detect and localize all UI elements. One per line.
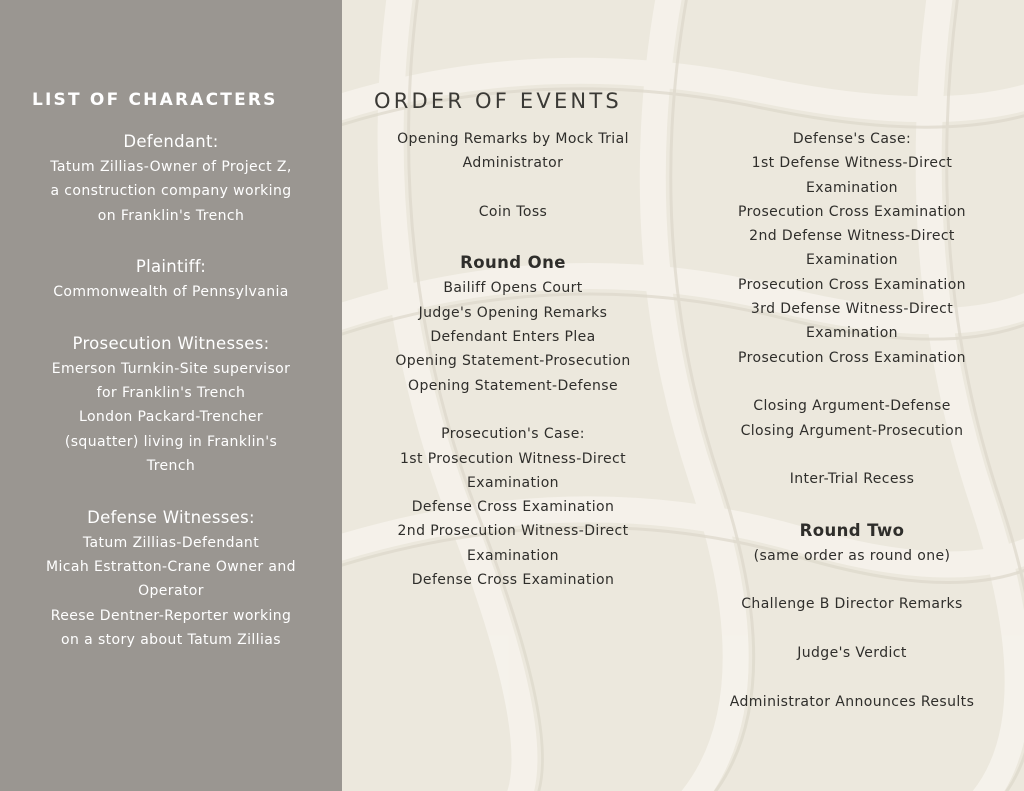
event-item: Inter-Trial Recess [789, 471, 915, 488]
event-item: Defense Cross Examination [411, 572, 615, 589]
character-line: Tatum Zillias-Owner of Project Z, [50, 159, 292, 175]
character-line: for Franklin's Trench [96, 385, 246, 402]
characters-list [22, 129, 320, 679]
event-item: Defense Cross Examination [411, 499, 615, 516]
event-item: Judge's Opening Remarks [418, 304, 608, 321]
character-line: Emerson Turnkin-Site supervisor [51, 360, 291, 377]
character-line: Operator [138, 583, 204, 600]
event-item: Prosecution's Case: [441, 426, 585, 443]
event-item: Examination [806, 252, 898, 269]
character-section [22, 331, 320, 479]
event-item: 3rd Defense Witness-Direct [750, 301, 954, 318]
event-item: Coin Toss [478, 203, 548, 220]
section-heading: Defense Witnesses: [87, 507, 255, 527]
spacer [712, 665, 992, 689]
character-line: Micah Estratton-Crane Owner and [46, 559, 296, 576]
character-line: on Franklin's Trench [97, 207, 245, 224]
event-item: Defense's Case: [792, 131, 912, 147]
event-item: Opening Remarks by Mock Trial [397, 131, 629, 147]
events-column-right [712, 127, 992, 714]
event-item: Bailiff Opens Court [443, 280, 583, 297]
spacer [378, 398, 648, 422]
event-item: Closing Argument-Prosecution [740, 422, 964, 439]
event-item: 2nd Prosecution Witness-Direct [397, 523, 629, 540]
event-item: (same order as round one) [753, 547, 951, 564]
character-line: Reese Dentner-Reporter working [50, 607, 292, 624]
spacer [712, 443, 992, 467]
character-line: Commonwealth of Pennsylvania [53, 284, 289, 301]
event-item: Prosecution Cross Examination [738, 203, 966, 220]
characters-title: LIST OF CHARACTERS [32, 90, 278, 110]
character-line: Tatum Zillias-Defendant [82, 534, 260, 551]
event-item: Prosecution Cross Examination [738, 276, 966, 293]
character-line: (squatter) living in Franklin's [64, 433, 278, 450]
event-item: Administrator [462, 155, 564, 172]
event-item: Judge's Verdict [797, 644, 907, 661]
event-item: Examination [467, 474, 559, 491]
spacer [712, 617, 992, 641]
spacer [712, 491, 992, 515]
event-item: Challenge B Director Remarks [741, 596, 963, 613]
events-column-left [378, 127, 648, 592]
event-item: Examination [806, 325, 898, 342]
event-item: Examination [467, 547, 559, 564]
event-item: Closing Argument-Defense [753, 398, 951, 415]
event-item: Prosecution Cross Examination [738, 349, 966, 366]
character-line: Trench [146, 458, 196, 475]
character-line: London Packard-Trencher [78, 409, 264, 426]
character-line: a construction company working [50, 183, 292, 200]
character-line: on a story about Tatum Zillias [61, 632, 281, 649]
event-item: Administrator Announces Results [729, 693, 975, 710]
events-title: ORDER OF EVENTS [374, 89, 622, 113]
spacer [712, 568, 992, 592]
round-heading: Round One [460, 253, 566, 273]
section-heading: Prosecution Witnesses: [72, 333, 270, 353]
character-section [22, 505, 320, 653]
spacer [378, 176, 648, 200]
event-item: Opening Statement-Defense [408, 377, 618, 394]
character-section [22, 254, 320, 304]
round-heading: Round Two [799, 520, 905, 540]
spacer [378, 224, 648, 248]
event-item: Opening Statement-Prosecution [395, 353, 631, 370]
section-heading: Defendant: [123, 132, 219, 151]
character-section [22, 129, 320, 228]
section-heading: Plaintiff: [135, 257, 207, 277]
event-item: 1st Defense Witness-Direct [751, 155, 953, 172]
event-item: 1st Prosecution Witness-Direct [399, 450, 627, 467]
event-item: Defendant Enters Plea [430, 329, 596, 346]
event-item: Examination [806, 179, 898, 196]
event-item: 2nd Defense Witness-Direct [749, 228, 955, 245]
characters-sidebar [0, 0, 342, 791]
spacer [712, 370, 992, 394]
